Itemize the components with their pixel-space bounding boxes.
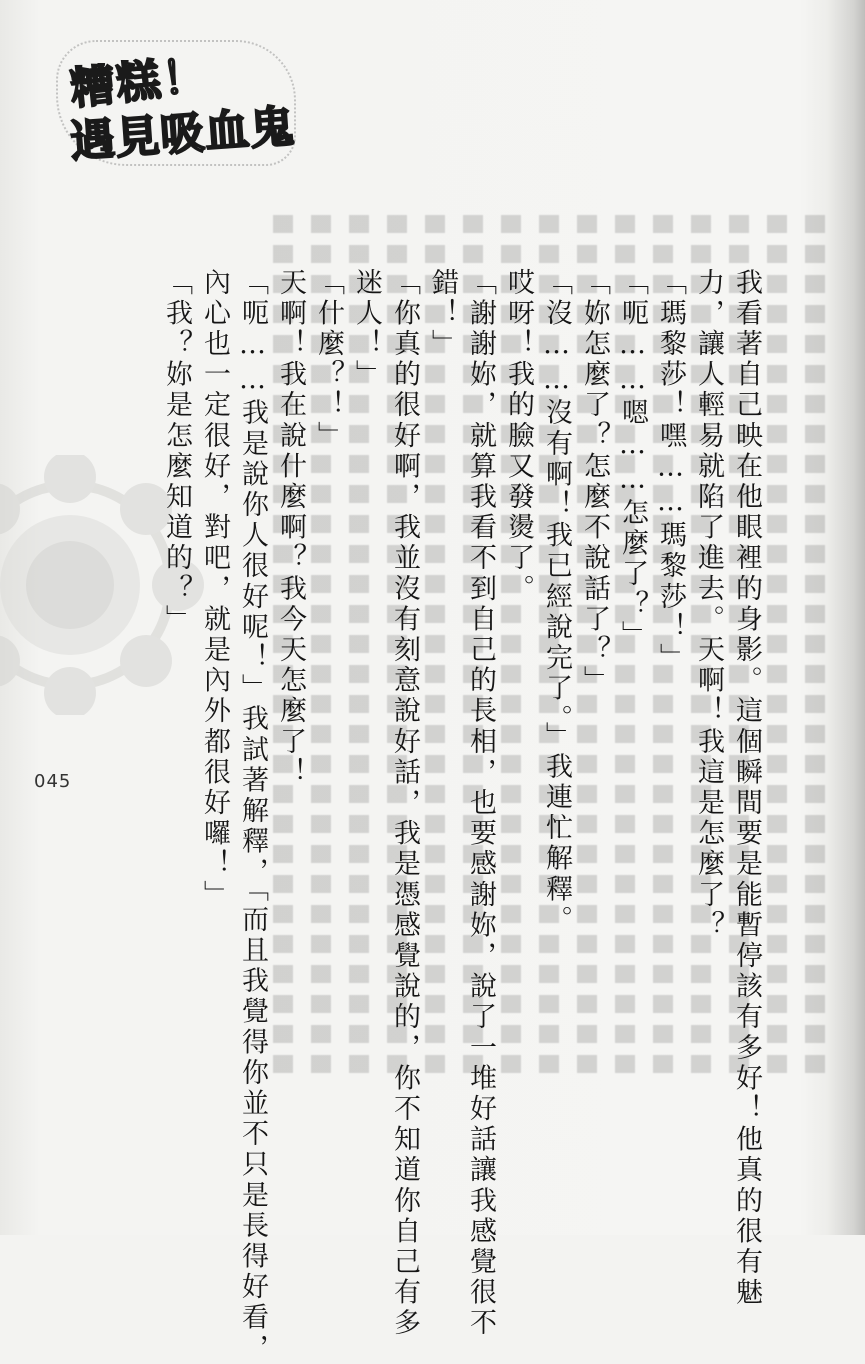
text-column-7: 哎呀！我的臉又發燙了。 bbox=[503, 268, 534, 605]
text-column-11: 迷人！」 bbox=[351, 268, 382, 391]
text-column-5: 「妳怎麼了？怎麼不說話了？」 bbox=[579, 268, 610, 697]
text-column-13: 天啊！我在說什麼啊？我今天怎麼了！ bbox=[275, 268, 306, 789]
text-column-9: 錯！」 bbox=[427, 268, 458, 360]
logo-line-2: 遇見吸血鬼 bbox=[68, 101, 297, 168]
logo-line-1: 糟糕！ bbox=[68, 49, 211, 116]
book-title-logo bbox=[48, 40, 298, 170]
text-column-12: 「什麼？！」 bbox=[313, 268, 344, 452]
text-column-10: 「你真的很好啊，我並沒有刻意說好話，我是憑感覺說的，你不知道你自己有多 bbox=[389, 268, 420, 1339]
page-number: 045 bbox=[34, 771, 72, 792]
text-column-3: 「瑪黎莎！嘿……瑪黎莎！」 bbox=[655, 268, 686, 674]
vertical-text-body bbox=[155, 268, 765, 1364]
text-column-14: 「呃……我是說你人很好呢！」我試著解釋，「而且我覺得你並不只是長得好看， bbox=[237, 268, 268, 1364]
text-column-15: 內心也一定很好，對吧，就是內外都很好囉！」 bbox=[199, 268, 230, 911]
binding-shadow bbox=[827, 0, 865, 1235]
text-column-6: 「沒……沒有啊！我已經說完了。」我連忙解釋。 bbox=[541, 268, 572, 936]
text-column-4: 「呃……嗯……怎麼了？」 bbox=[617, 268, 648, 652]
text-column-2: 力，讓人輕易就陷了進去。天啊！我這是怎麼了？ bbox=[693, 268, 724, 942]
text-column-8: 「謝謝妳，就算我看不到自己的長相，也要感謝妳，說了一堆好話讓我感覺很不 bbox=[465, 268, 496, 1339]
text-column-1: 我看著自己映在他眼裡的身影。這個瞬間要是能暫停該有多好！他真的很有魅 bbox=[731, 268, 762, 1309]
text-column-16: 「我？妳是怎麼知道的？」 bbox=[161, 268, 192, 636]
